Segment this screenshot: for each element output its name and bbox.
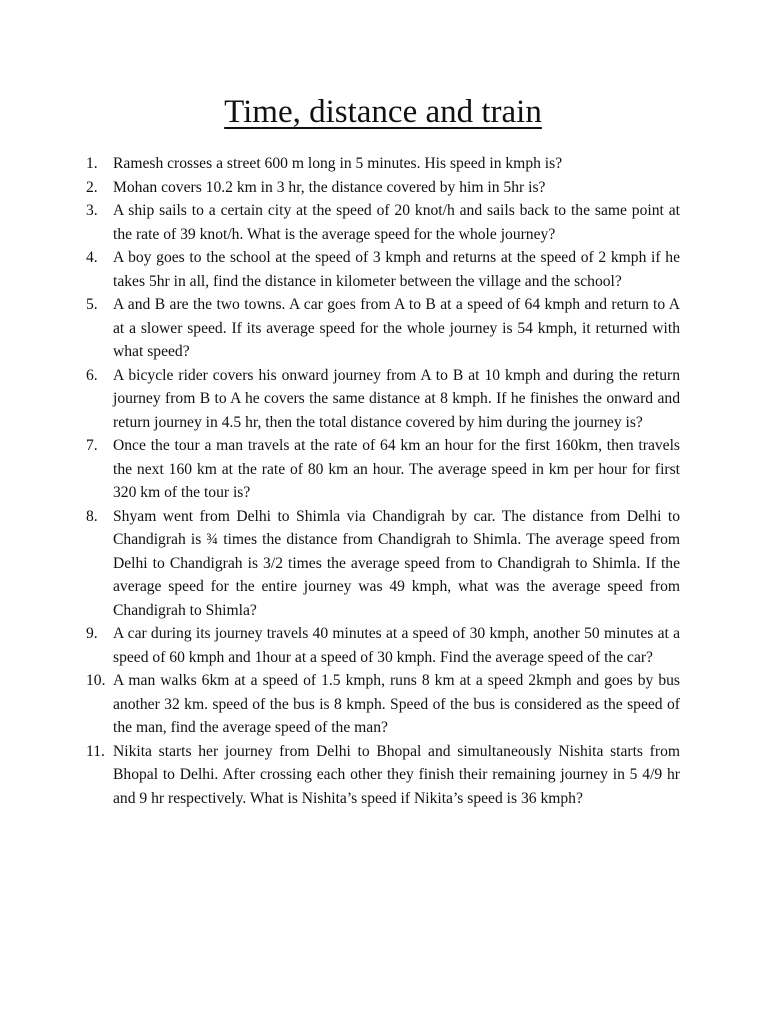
question-item-9 <box>86 622 680 669</box>
question-item-5 <box>86 293 680 364</box>
question-text: A ship sails to a certain city at the speed of 20 knot/h and sails back to the same point at the rate of 39 knot/h. What is the average speed for the whole journey? <box>113 202 680 243</box>
question-item-6 <box>86 364 680 435</box>
question-number: 5. <box>86 296 98 313</box>
question-number: 7. <box>86 437 98 454</box>
question-text: A bicycle rider covers his onward journey from A to B at 10 kmph and during the return journey from B to A he covers the same distance at 8 kmph. If he finishes the onward and return journey in 4.5 hr, then the total distance covered by him during the journey is? <box>113 366 680 431</box>
question-number: 11. <box>86 742 105 760</box>
question-number: 1. <box>86 155 98 172</box>
question-text: A man walks 6km at a speed of 1.5 kmph, runs 8 km at a speed 2kmph and goes by bus another 32 km. speed of the bus is 8 kmph. Speed of the bus is considered as the speed of the man, find the average speed of the man? <box>113 672 680 736</box>
question-number: 2. <box>86 178 98 196</box>
question-number: 9. <box>86 625 98 642</box>
question-item-2 <box>86 176 680 200</box>
question-list <box>86 152 680 810</box>
question-text: Mohan covers 10.2 km in 3 hr, the distance covered by him in 5hr is? <box>113 178 546 196</box>
question-item-8 <box>86 505 680 623</box>
question-number: 8. <box>86 507 98 525</box>
question-text: Once the tour a man travels at the rate of 64 km an hour for the first 160km, then travels the next 160 km at the rate of 80 km an hour. The average speed in km per hour for first 320 km of the tour is? <box>113 437 680 501</box>
page-title: Time, distance and train <box>224 94 542 130</box>
question-item-7 <box>86 434 680 505</box>
question-text: Ramesh crosses a street 600 m long in 5 minutes. His speed in kmph is? <box>113 155 563 172</box>
question-item-10 <box>86 669 680 740</box>
question-number: 4. <box>86 249 98 266</box>
question-number: 3. <box>86 202 98 219</box>
question-item-11 <box>86 740 680 811</box>
question-text: A car during its journey travels 40 minutes at a speed of 30 kmph, another 50 minutes at a speed of 60 kmph and 1hour at a speed of 30 kmph. Find the average speed of the car? <box>113 625 680 666</box>
question-number: 10. <box>86 672 106 689</box>
question-item-4 <box>86 246 680 293</box>
question-item-3 <box>86 199 680 246</box>
question-text: A boy goes to the school at the speed of 3 kmph and returns at the speed of 2 kmph if he takes 5hr in all, find the distance in kilometer between the village and the school? <box>113 249 680 290</box>
question-number: 6. <box>86 366 98 384</box>
question-text: A and B are the two towns. A car goes from A to B at a speed of 64 kmph and return to A at a slower speed. If its average speed for the whole journey is 54 kmph, it returned with what speed? <box>113 296 680 360</box>
question-item-1 <box>86 152 680 176</box>
question-text: Nikita starts her journey from Delhi to Bhopal and simultaneously Nishita starts from Bhopal to Delhi. After crossing each other they finish their remaining journey in 5 4/9 hr and 9 hr respectively. What is Nishita’s speed if Nikita’s speed is 36 kmph? <box>113 742 680 807</box>
question-text: Shyam went from Delhi to Shimla via Chandigrah by car. The distance from Delhi to Chandigrah is ¾ times the distance from Chandigrah to Shimla. The average speed from Delhi to Chandigrah is 3/2 times the average speed from to Chandigrah to Shimla. If the average speed for the entire journey was 49 kmph, what was the average speed from Chandigrah to Shimla? <box>113 507 680 619</box>
